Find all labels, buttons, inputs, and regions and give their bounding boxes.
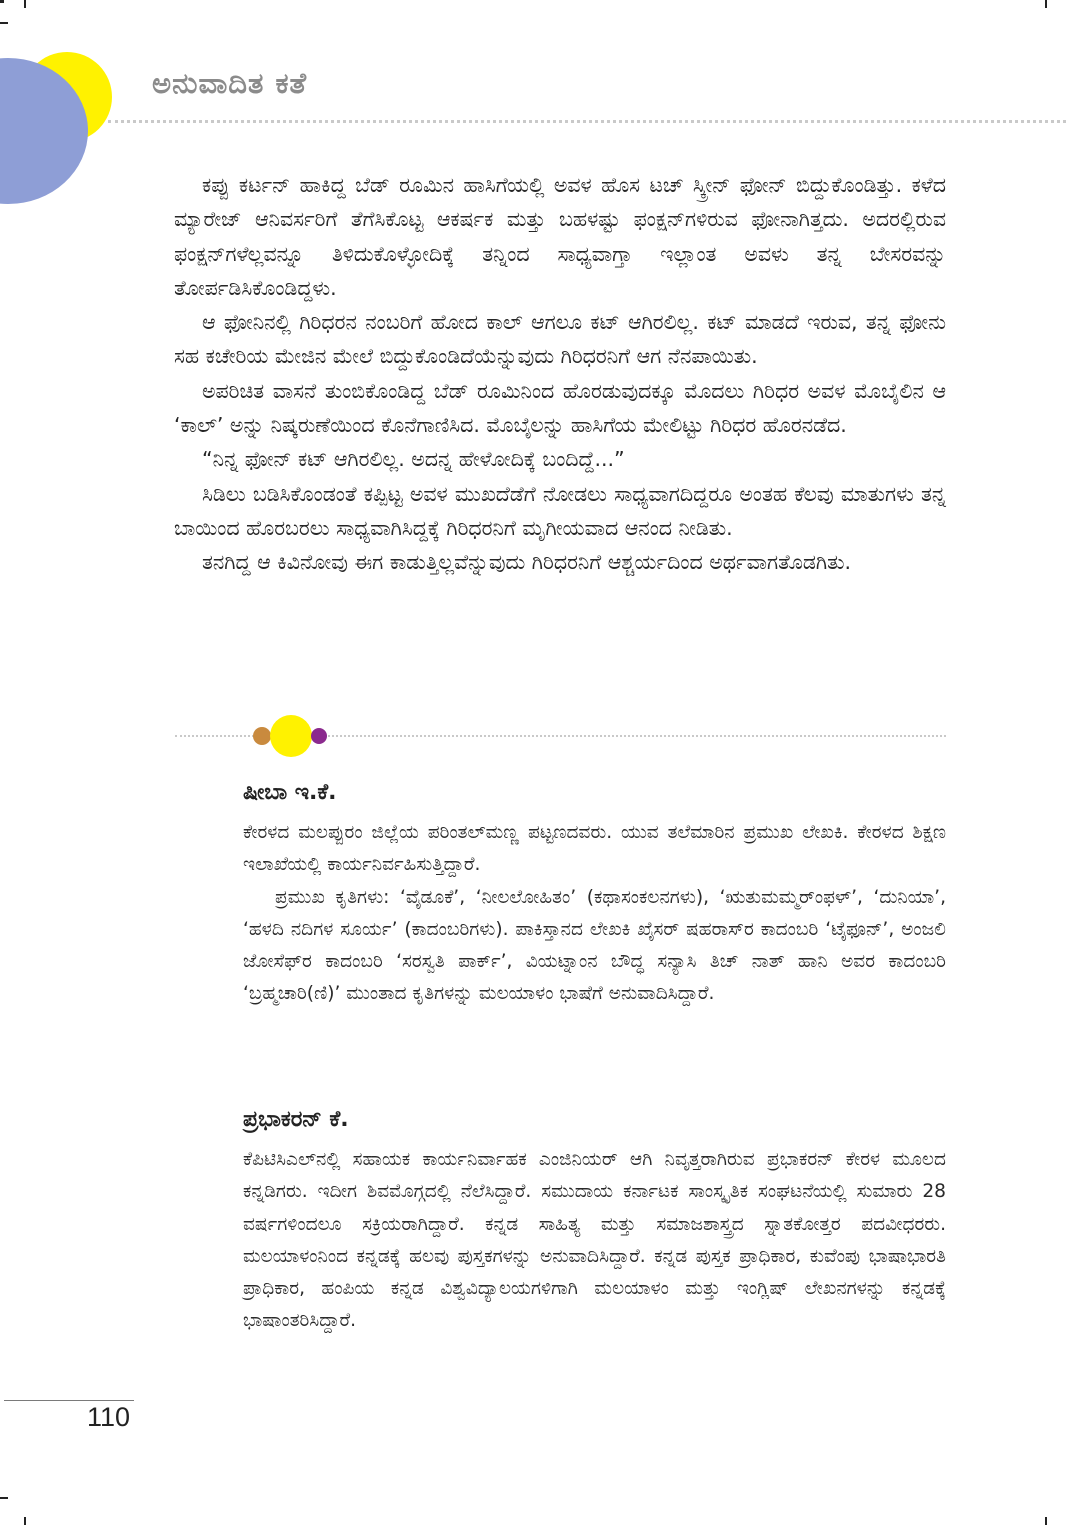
page-number: 110 [87,1402,131,1432]
story-paragraph: ಆ ಫೋನಿನಲ್ಲಿ ಗಿರಿಧರನ ನಂಬರಿಗೆ ಹೋದ ಕಾಲ್ ಆಗಲೂ ಕಟ್ ಆಗಿರಲಿಲ್ಲ. ಕಟ್ ಮಾಡದೆ ಇರುವ, ತನ್ನ ಫೋನು ಸಹ ಕಚೇರಿಯ ಮೇಜಿನ ಮೇಲೆ ಬಿದ್ದುಕೊಂಡಿದೆಯೆನ್ನುವುದು ಗಿರಿಧರನಿಗೆ ಆಗ ನೆನಪಾಯಿತು. [174,310,946,369]
author-bio [243,780,946,1011]
story-paragraph: ಕಪ್ಪು ಕರ್ಟನ್ ಹಾಕಿದ್ದ ಬೆಡ್ ರೂಮಿನ ಹಾಸಿಗೆಯಲ್ಲಿ ಅವಳ ಹೊಸ ಟಚ್ ಸ್ಕ್ರೀನ್ ಫೋನ್ ಬಿದ್ದುಕೊಂಡಿತ್ತು. ಕಳೆದ ಮ್ಯಾರೇಜ್ ಆನಿವರ್ಸರಿಗೆ ತೆಗೆಸಿಕೊಟ್ಟ ಆಕರ್ಷಕ ಮತ್ತು ಬಹಳಷ್ಟು ಫಂಕ್ಷನ್‌ಗಳಿರುವ ಫೋನಾಗಿತ್ತದು. ಅದರಲ್ಲಿರುವ ಫಂಕ್ಷನ್‌ಗಳೆಲ್ಲವನ್ನೂ ತಿಳಿದುಕೊಳ್ಳೋದಿಕ್ಕೆ ತನ್ನಿಂದ ಸಾಧ್ಯವಾಗ್ತಾ ಇಲ್ಲಾಂತ ಅವಳು ತನ್ನ ಬೇಸರವನ್ನು ತೋರ್ಪಡಿಸಿಕೊಂಡಿದ್ದಳು. [174,173,946,300]
header-dotted-rule [108,120,1066,123]
crop-mark-top-left-v [24,0,26,8]
crop-mark-top-right-v [1045,0,1047,8]
translator-bio [243,1107,946,1338]
story-paragraph: ಅಪರಿಚಿತ ವಾಸನೆ ತುಂಬಿಕೊಂಡಿದ್ದ ಬೆಡ್ ರೂಮಿನಿಂದ ಹೊರಡುವುದಕ್ಕೂ ಮೊದಲು ಗಿರಿಧರ ಅವಳ ಮೊಬೈಲಿನ ಆ ‘ಕಾಲ್’ ಅನ್ನು ನಿಷ್ಕರುಣೆಯಿಂದ ಕೊನೆಗಾಣಿಸಿದ. ಮೊಬೈಲನ್ನು ಹಾಸಿಗೆಯ ಮೇಲಿಟ್ಟು ಗಿರಿಧರ ಹೊರನಡೆದ. [174,378,946,438]
crop-mark-bottom-left-v [24,1517,26,1525]
section-title: ಅನುವಾದಿತ ಕತೆ [152,66,308,100]
story-paragraph: ತನಗಿದ್ದ ಆ ಕಿವಿನೋವು ಈಗ ಕಾಡುತ್ತಿಲ್ಲವೆನ್ನುವುದು ಗಿರಿಧರನಿಗೆ ಆಶ್ಚರ್ಯದಿಂದ ಅರ್ಥವಾಗತೊಡಗಿತು. [202,550,852,575]
story-paragraph: ಸಿಡಿಲು ಬಡಿಸಿಕೊಂಡಂತೆ ಕಪ್ಪಿಟ್ಟ ಅವಳ ಮುಖದೆಡೆಗೆ ನೋಡಲು ಸಾಧ್ಯವಾಗದಿದ್ದರೂ ಅಂತಹ ಕೆಲವು ಮಾತುಗಳು ತನ್ನ ಬಾಯಿಂದ ಹೊರಬರಲು ಸಾಧ್ಯವಾಗಿಸಿದ್ದಕ್ಕೆ ಗಿರಿಧರನಿಗೆ ಮೃಗೀಯವಾದ ಆನಂದ ನೀಡಿತು. [174,481,946,540]
crop-mark-bottom-left-h [0,1497,8,1499]
bio-paragraph: ಪ್ರಮುಖ ಕೃತಿಗಳು: ‘ವೈಡೂಕೆ’, ‘ನೀಲಲೋಹಿತಂ’ (ಕಥಾಸಂಕಲನಗಳು), ‘ಋತುಮಮ್ಮರ್ಂಫಳ್’, ‘ದುನಿಯಾ’, ‘ಹಳದಿ ನದಿಗಳ ಸೂರ್ಯ’ (ಕಾದಂಬರಿಗಳು). ಪಾಕಿಸ್ತಾನದ ಲೇಖಕಿ ಖೈಸರ್ ಷಹರಾಸ್‌ರ ಕಾದಂಬರಿ ‘ಟೈಫೂನ್’, ಅಂಜಲಿ ಜೋಸೆಫ್‌ರ ಕಾದಂಬರಿ ‘ಸರಸ್ವತಿ ಪಾರ್ಕ್’, ವಿಯಟ್ನಾಂನ ಬೌದ್ಧ ಸನ್ಯಾಸಿ ತಿಚ್ ನಾತ್ ಹಾನಿ ಅವರ ಕಾದಂಬರಿ ‘ಬ್ರಹ್ಮಚಾರಿ(ಣಿ)’ ಮುಂತಾದ ಕೃತಿಗಳನ್ನು ಮಲಯಾಳಂ ಭಾಷೆಗೆ ಅನುವಾದಿಸಿದ್ದಾರೆ. [243,886,946,1005]
bio-paragraph: ಕೇರಳದ ಮಲಪ್ಪುರಂ ಜಿಲ್ಲೆಯ ಪರಿಂತಲ್‌ಮಣ್ಣ ಪಟ್ಟಣದವರು. ಯುವ ತಲೆಮಾರಿನ ಪ್ರಮುಖ ಲೇಖಕಿ. ಕೇರಳದ ಶಿಕ್ಷಣ ಇಲಾಖೆಯಲ್ಲಿ ಕಾರ್ಯನಿರ್ವಹಿಸುತ್ತಿದ್ದಾರೆ. [243,822,946,876]
crop-mark-top-left [0,0,4,3]
translator-name: ಪ್ರಭಾಕರನ್ ಕೆ. [243,1107,349,1132]
story-paragraph: “ನಿನ್ನ ಫೋನ್ ಕಟ್ ಆಗಿರಲಿಲ್ಲ. ಅದನ್ನ ಹೇಳೋದಿಕ್ಕೆ ಬಂದಿದ್ದೆ...” [202,447,625,472]
footer-rule [4,1400,134,1401]
author-name: ಷೀಬಾ ಇ.ಕೆ. [243,780,337,805]
separator-purple-dot [311,728,327,744]
crop-mark-bottom-right-v [1045,1517,1047,1525]
crop-mark-top-left-h [0,22,8,24]
bio-paragraph: ಕೆಪಿಟಿಸಿಎಲ್‌ನಲ್ಲಿ ಸಹಾಯಕ ಕಾರ್ಯನಿರ್ವಾಹಕ ಎಂಜಿನಿಯರ್ ಆಗಿ ನಿವೃತ್ತರಾಗಿರುವ ಪ್ರಭಾಕರನ್ ಕೇರಳ ಮೂಲದ ಕನ್ನಡಿಗರು. ಇದೀಗ ಶಿವಮೊಗ್ಗದಲ್ಲಿ ನೆಲೆಸಿದ್ದಾರೆ. ಸಮುದಾಯ ಕರ್ನಾಟಕ ಸಾಂಸ್ಕೃತಿಕ ಸಂಘಟನೆಯಲ್ಲಿ ಸುಮಾರು 28 ವರ್ಷಗಳಿಂದಲೂ ಸಕ್ರಿಯರಾಗಿದ್ದಾರೆ. ಕನ್ನಡ ಸಾಹಿತ್ಯ ಮತ್ತು ಸಮಾಜಶಾಸ್ತ್ರದ ಸ್ನಾತಕೋತ್ತರ ಪದವೀಧರರು. ಮಲಯಾಳಂನಿಂದ ಕನ್ನಡಕ್ಕೆ ಹಲವು ಪುಸ್ತಕಗಳನ್ನು ಅನುವಾದಿಸಿದ್ದಾರೆ. ಕನ್ನಡ ಪುಸ್ತಕ ಪ್ರಾಧಿಕಾರ, ಕುವೆಂಪು ಭಾಷಾಭಾರತಿ ಪ್ರಾಧಿಕಾರ, ಹಂಪಿಯ ಕನ್ನಡ ವಿಶ್ವವಿದ್ಯಾಲಯಗಳಿಗಾಗಿ ಮಲಯಾಳಂ ಮತ್ತು ಇಂಗ್ಲಿಷ್ ಲೇಖನಗಳನ್ನು ಕನ್ನಡಕ್ಕೆ ಭಾಷಾಂತರಿಸಿದ್ದಾರೆ. [243,1149,946,1332]
separator-yellow-dot [270,715,312,757]
story-body [174,168,946,580]
separator-orange-dot [253,727,271,745]
